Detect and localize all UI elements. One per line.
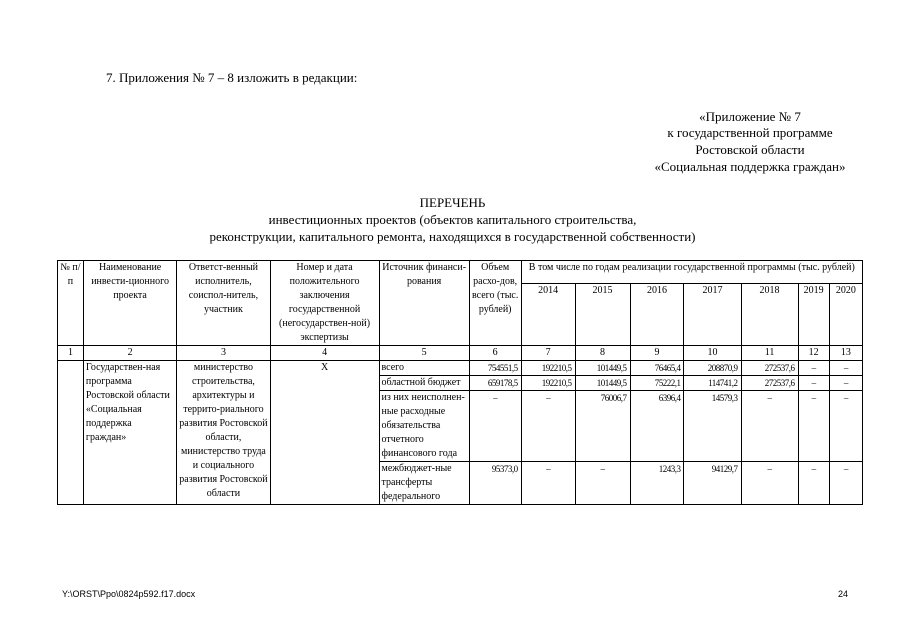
year-cell: 192210,5: [521, 361, 575, 376]
appendix-line-1: «Приложение № 7: [699, 109, 801, 124]
appendix-line-4: «Социальная поддержка граждан»: [654, 159, 846, 174]
col-number: 7: [521, 346, 575, 361]
col-number: 11: [741, 346, 798, 361]
header-num: № п/п: [58, 261, 84, 346]
year-cell: –: [829, 462, 862, 505]
col-number: 3: [177, 346, 270, 361]
column-number-row: [58, 346, 863, 361]
col-number: 1: [58, 346, 84, 361]
total-cell: 95373,0: [469, 462, 521, 505]
header-year: 2019: [798, 284, 829, 346]
appendix-line-3: Ростовской области: [695, 142, 805, 157]
document-subtitle-2: реконструкции, капитального ремонта, находящихся в государственной собственности): [209, 229, 696, 244]
year-cell: 14579,3: [684, 391, 741, 462]
source-cell: всего: [379, 361, 469, 376]
col-number: 10: [684, 346, 741, 361]
source-cell: из них неисполнен-ные расходные обязательства отчетного финансового года: [379, 391, 469, 462]
col-number: 12: [798, 346, 829, 361]
header-source: Источник финанси-рования: [379, 261, 469, 346]
col-number: 6: [469, 346, 521, 361]
year-cell: –: [741, 391, 798, 462]
year-cell: 75222,1: [630, 376, 684, 391]
table-row: [58, 361, 863, 376]
year-cell: 1243,3: [630, 462, 684, 505]
year-cell: 101449,5: [575, 376, 630, 391]
col-number: 4: [270, 346, 379, 361]
year-cell: 192210,5: [521, 376, 575, 391]
year-cell: 272537,6: [741, 376, 798, 391]
year-cell: 114741,2: [684, 376, 741, 391]
year-cell: –: [829, 376, 862, 391]
project-num-cell: [58, 361, 84, 505]
col-number: 13: [829, 346, 862, 361]
year-cell: 272537,6: [741, 361, 798, 376]
year-cell: 6396,4: [630, 391, 684, 462]
total-cell: 754551,5: [469, 361, 521, 376]
year-cell: –: [829, 361, 862, 376]
document-title: ПЕРЕЧЕНЬ: [419, 195, 486, 210]
col-number: 8: [575, 346, 630, 361]
header-total: Объем расхо-дов, всего (тыс. рублей): [469, 261, 521, 346]
year-cell: 101449,5: [575, 361, 630, 376]
appendix-line-2: к государственной программе: [667, 125, 833, 140]
source-cell: областной бюджет: [379, 376, 469, 391]
header-year: 2020: [829, 284, 862, 346]
col-number: 5: [379, 346, 469, 361]
header-year: 2018: [741, 284, 798, 346]
header-years-group: В том числе по годам реализации государственной программы (тыс. рублей): [521, 261, 862, 284]
source-cell: межбюджет-ные трансферты федерального: [379, 462, 469, 505]
year-cell: –: [829, 391, 862, 462]
year-cell: 94129,7: [684, 462, 741, 505]
year-cell: –: [521, 462, 575, 505]
year-cell: –: [741, 462, 798, 505]
intro-text: 7. Приложения № 7 – 8 изложить в редакции:: [106, 70, 358, 85]
year-cell: –: [798, 361, 829, 376]
header-responsible: Ответст-венный исполнитель, соиспол-нитель, участник: [177, 261, 270, 346]
col-number: 9: [630, 346, 684, 361]
footer-file-path: Y:\ORST\Ppo\0824p592.f17.docx: [62, 589, 196, 599]
total-cell: –: [469, 391, 521, 462]
page-number: 24: [838, 589, 849, 599]
year-cell: 76465,4: [630, 361, 684, 376]
year-cell: –: [798, 391, 829, 462]
header-row-1: [58, 261, 863, 284]
year-cell: –: [798, 462, 829, 505]
year-cell: –: [575, 462, 630, 505]
year-cell: 208870,9: [684, 361, 741, 376]
header-year: 2016: [630, 284, 684, 346]
year-cell: –: [798, 376, 829, 391]
year-cell: –: [521, 391, 575, 462]
col-number: 2: [83, 346, 176, 361]
header-expertise: Номер и дата положительного заключения государственной (негосударствен-ной) экспертизы: [270, 261, 379, 346]
document-subtitle-1: инвестиционных проектов (объектов капитального строительства,: [268, 212, 637, 227]
investment-projects-table: [57, 260, 863, 505]
header-year: 2014: [521, 284, 575, 346]
total-cell: 659178,5: [469, 376, 521, 391]
header-year: 2015: [575, 284, 630, 346]
responsible-cell: министерство строительства, архитектуры и террито-риального развития Ростовской области, министерство труда и социального развития Ростовской области: [177, 361, 270, 505]
expertise-cell: Х: [270, 361, 379, 505]
header-name: Наименование инвести-ционного проекта: [83, 261, 176, 346]
header-year: 2017: [684, 284, 741, 346]
year-cell: 76006,7: [575, 391, 630, 462]
project-name-cell: Государствен-ная программа Ростовской области «Социальная поддержка граждан»: [83, 361, 176, 505]
